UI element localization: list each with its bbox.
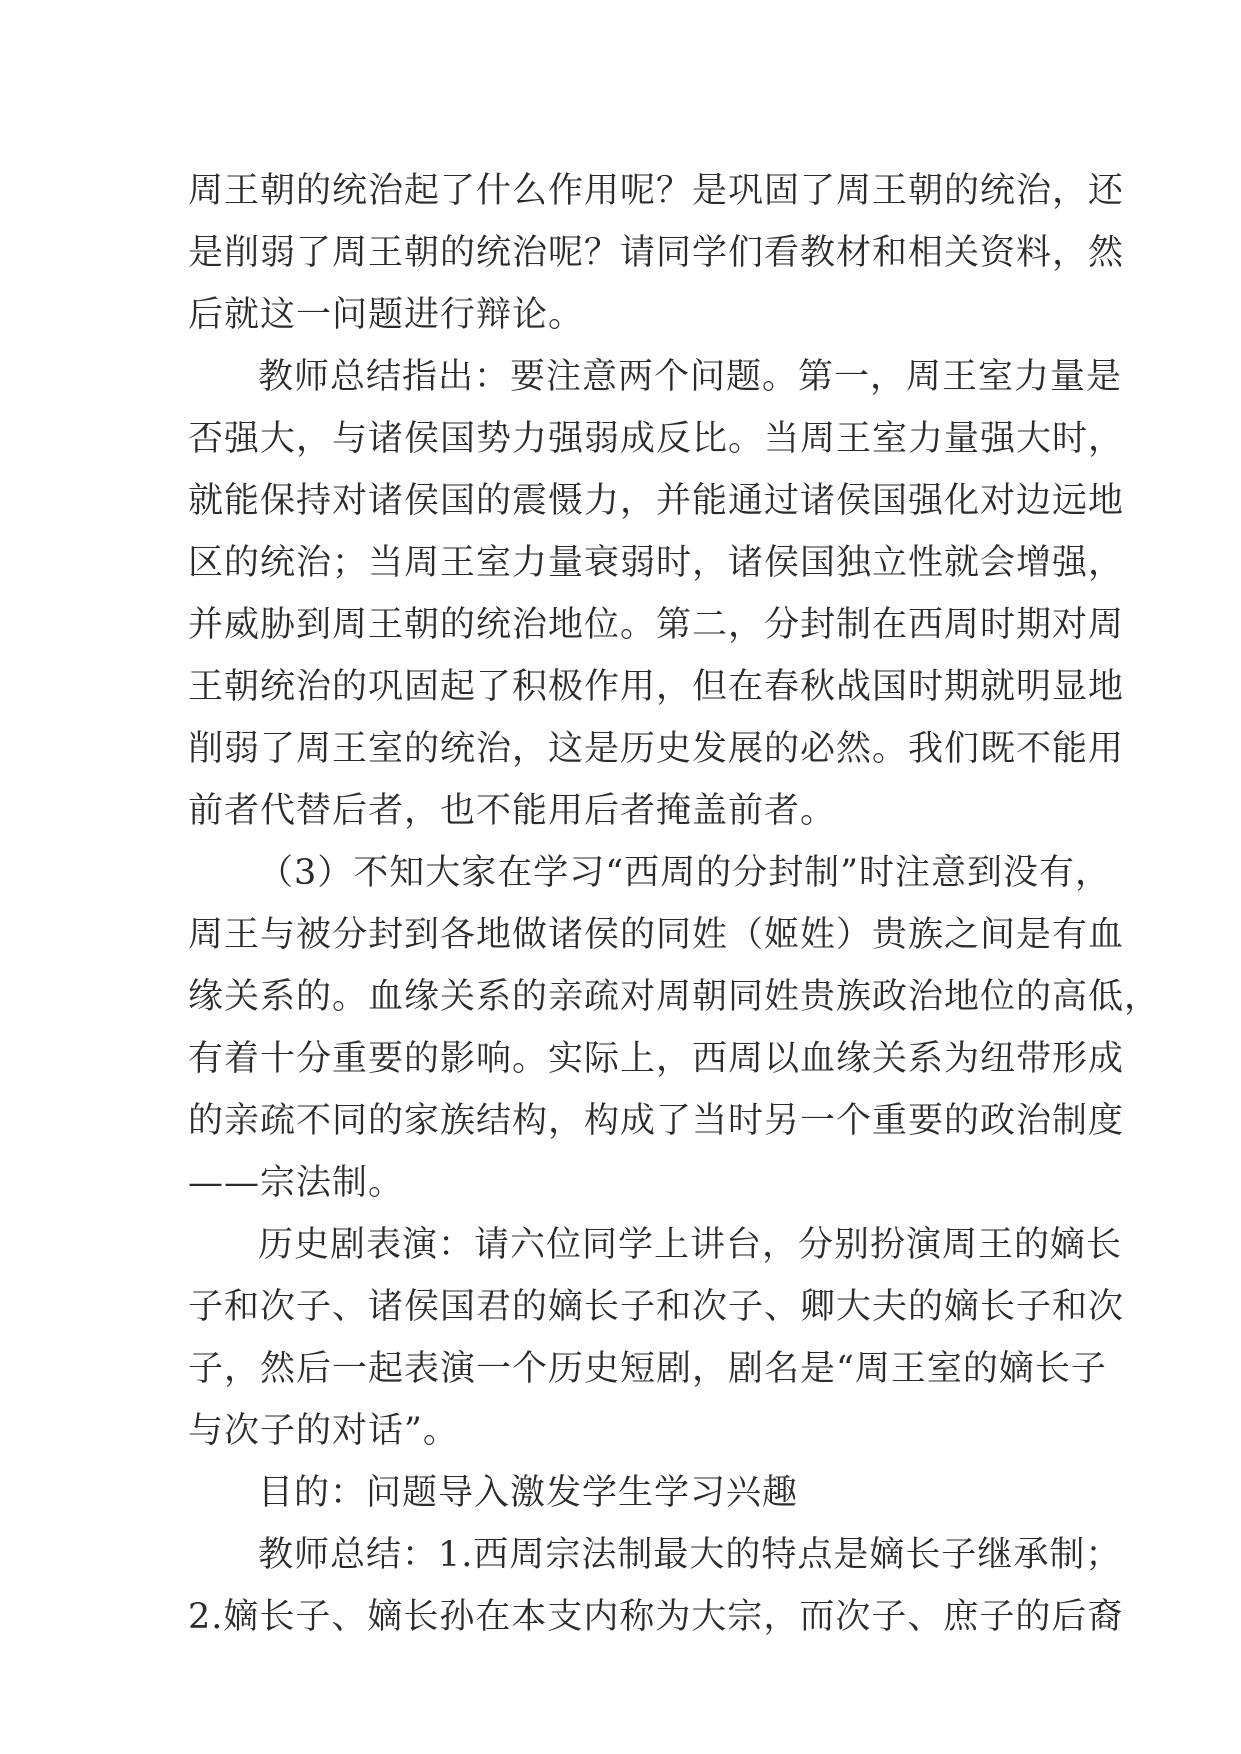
text-line: 前者代替后者，也不能用后者掩盖前者。 (188, 791, 837, 831)
text-line: 与次子的对话”。 (188, 1411, 459, 1451)
text-line: 的亲疏不同的家族结构，构成了当时另一个重要的政治制度 (188, 1101, 1125, 1141)
text-line: 王朝统治的巩固起了积极作用，但在春秋战国时期就明显地 (188, 667, 1125, 707)
text-line: 周王朝的统治起了什么作用呢？是巩固了周王朝的统治，还 (188, 171, 1125, 211)
text-line: 教师总结：1.西周宗法制最大的特点是嫡长子继承制； (258, 1535, 1122, 1575)
text-line: 后就这一问题进行辩论。 (188, 295, 585, 335)
text-line: 否强大，与诸侯国势力强弱成反比。当周王室力量强大时， (188, 419, 1125, 459)
text-line: 子和次子、诸侯国君的嫡长子和次子、卿大夫的嫡长子和次 (188, 1287, 1125, 1327)
text-line: 就能保持对诸侯国的震慑力，并能通过诸侯国强化对边远地 (188, 481, 1125, 521)
text-line: 历史剧表演：请六位同学上讲台，分别扮演周王的嫡长 (258, 1225, 1123, 1265)
text-line: 是削弱了周王朝的统治呢？请同学们看教材和相关资料，然 (188, 233, 1125, 273)
text-line: 子，然后一起表演一个历史短剧，剧名是“周王室的嫡长子 (188, 1349, 1107, 1389)
text-line: 并威胁到周王朝的统治地位。第二，分封制在西周时期对周 (188, 605, 1125, 645)
text-line: 2.嫡长子、嫡长孙在本支内称为大宗，而次子、庶子的后裔 (188, 1597, 1124, 1637)
text-line: （3）不知大家在学习“西周的分封制”时注意到没有， (258, 853, 1112, 893)
body-text (188, 160, 1161, 1648)
text-line: 教师总结指出：要注意两个问题。第一，周王室力量是 (258, 357, 1123, 397)
text-line: ——宗法制。 (188, 1163, 405, 1203)
text-line: 缘关系的。血缘关系的亲疏对周朝同姓贵族政治地位的高低， (188, 977, 1161, 1017)
text-line: 周王与被分封到各地做诸侯的同姓（姬姓）贵族之间是有血 (188, 915, 1125, 955)
text-line: 有着十分重要的影响。实际上，西周以血缘关系为纽带形成 (188, 1039, 1125, 1079)
text-line: 区的统治；当周王室力量衰弱时，诸侯国独立性就会增强， (188, 543, 1125, 583)
text-line: 削弱了周王室的统治，这是历史发展的必然。我们既不能用 (188, 729, 1125, 769)
text-line: 目的：问题导入激发学生学习兴趣 (258, 1473, 799, 1513)
